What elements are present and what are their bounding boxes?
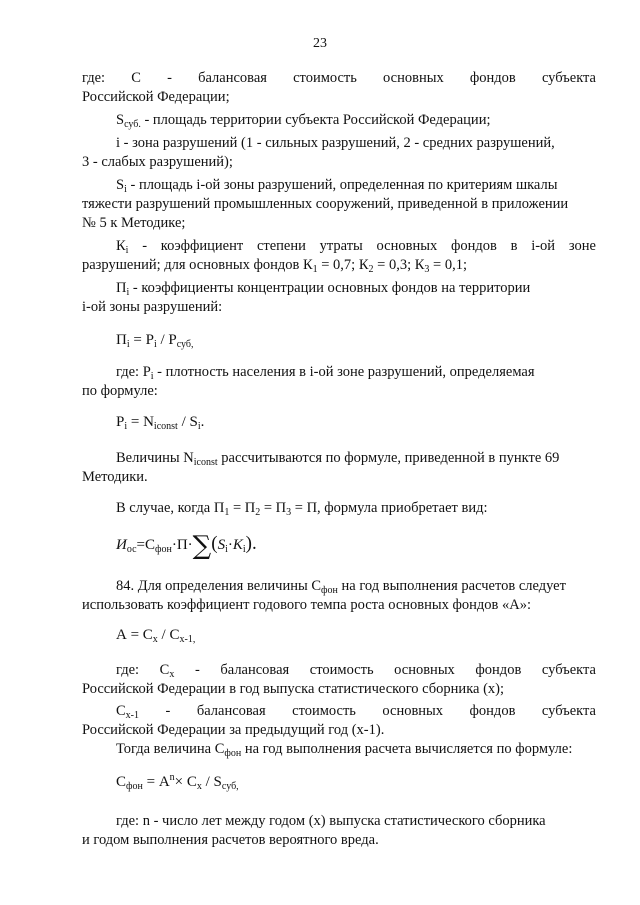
word: стоимость	[292, 703, 356, 719]
p-i-line-2: i-ой зоны разрушений:	[82, 299, 223, 315]
word: стоимость	[309, 662, 374, 678]
word: субъекта	[541, 703, 596, 719]
s-sub-definition	[116, 112, 490, 133]
word: -	[142, 238, 148, 254]
word: основных	[383, 70, 444, 86]
word: степени	[256, 238, 306, 254]
word: $К_i$	[116, 238, 129, 256]
word: где:	[82, 70, 106, 86]
symbol: S	[116, 177, 125, 193]
word: фондов	[469, 70, 516, 86]
sum-sign: ∑	[192, 531, 212, 561]
i-zone-line-1: i - зона разрушений (1 - сильных разрушений, 2 - средних разрушений,	[116, 135, 555, 151]
formula-c-fon: $С_{фон} = А^n\times С_х / S_{суб,}$	[116, 772, 239, 792]
word: субъекта	[541, 662, 596, 678]
word: коэффициент	[160, 238, 244, 254]
word: основных	[394, 662, 455, 678]
text: - площадь i-ой зоны разрушений, определенная по критериям шкалы	[126, 177, 558, 193]
word: i-ой	[531, 238, 556, 254]
word: фондов	[475, 662, 522, 678]
where-cx-line-2: Российской Федерации в год выпуска статистического сборника (х);	[82, 681, 505, 697]
s-i-line-2: тяжести разрушений промышленных сооружений, приведенной в приложении	[82, 196, 569, 212]
formula-a: $А = С_х / С_{х-1,}$	[116, 627, 196, 645]
s-i-line-1	[116, 177, 557, 198]
subscript: суб.	[124, 119, 141, 130]
word: фондов	[450, 238, 497, 254]
word: балансовая	[220, 662, 290, 678]
where-cx-line-1	[116, 662, 596, 683]
word: зоне	[568, 238, 596, 254]
word: утраты	[319, 238, 363, 254]
word: основных	[382, 703, 444, 719]
page-number: 23	[313, 36, 327, 51]
symbol: S	[116, 112, 125, 128]
cx1-line-2: Российской Федерации за предыдущий год (х-1).	[82, 722, 385, 738]
n-iconst-line-2: Методики.	[82, 469, 148, 485]
word: основных	[376, 238, 438, 254]
p-i-line-1: $П_i$ - коэффициенты концентрации основных фондов на территории	[116, 280, 531, 298]
word: балансовая	[198, 70, 267, 86]
where-n-line-2: и годом выполнения расчетов вероятного вреда.	[82, 832, 379, 848]
word: -	[165, 703, 171, 719]
k-i-line-1	[116, 238, 596, 259]
p84-line-2: использовать коэффициент годового темпа роста основных фондов «А»:	[82, 597, 531, 613]
where-p-line-2: по формуле:	[82, 383, 158, 399]
word: -	[167, 70, 172, 86]
word: фондов	[469, 703, 516, 719]
p84-line-1: 84. Для определения величины $С_{фон}$ на год выполнения расчетов следует	[116, 578, 566, 596]
k-i-line-2: разрушений; для основных фондов $К_1 = 0,7$; $К_2 = 0,3$; $К_3 = 0,1$;	[82, 257, 467, 275]
word: где:	[116, 662, 140, 678]
word: балансовая	[196, 703, 266, 719]
where-c-line-2: Российской Федерации;	[82, 89, 230, 105]
word: стоимость	[293, 70, 357, 86]
formula-p-density: $P_i = N_{iconst} / S_i$.	[116, 414, 205, 432]
where-n-line-1: где: n - число лет между годом (х) выпуска статистического сборника	[116, 813, 546, 829]
n-iconst-line-1: Величины $N_{iconst}$ рассчитываются по формуле, приведенной в пункте 69	[116, 450, 560, 468]
i-zone-line-2: 3 - слабых разрушений);	[82, 154, 233, 170]
where-c-line-1	[82, 70, 596, 87]
word: $С_х$	[159, 662, 175, 680]
word: С	[131, 70, 141, 86]
where-p-line-1: где: $P_i$ - плотность населения в i-ой зоне разрушений, определяемая	[116, 364, 535, 382]
cx1-line-1	[116, 703, 596, 724]
subscript: i	[124, 184, 127, 195]
word: $С_{х-1}$	[116, 703, 140, 721]
formula-ioc: $И_{ос}=С_{фон}\cdot П\cdot\sum(S_i\cdot K_i)$.	[116, 531, 257, 561]
then-line: Тогда величина $С_{фон}$ на год выполнения расчета вычисляется по формуле:	[116, 741, 573, 759]
word: субъекта	[541, 70, 596, 86]
s-i-line-3: № 5 к Методике;	[82, 215, 186, 231]
text: - площадь территории субъекта Российской Федерации;	[140, 112, 491, 128]
case-line: В случае, когда $П_1 = П_2 = П_3 = П$, формула приобретает вид:	[116, 500, 488, 518]
formula-p-i: $П_i = P_i / P_{суб,}$	[116, 332, 194, 350]
word: -	[194, 662, 200, 678]
word: в	[510, 238, 518, 254]
